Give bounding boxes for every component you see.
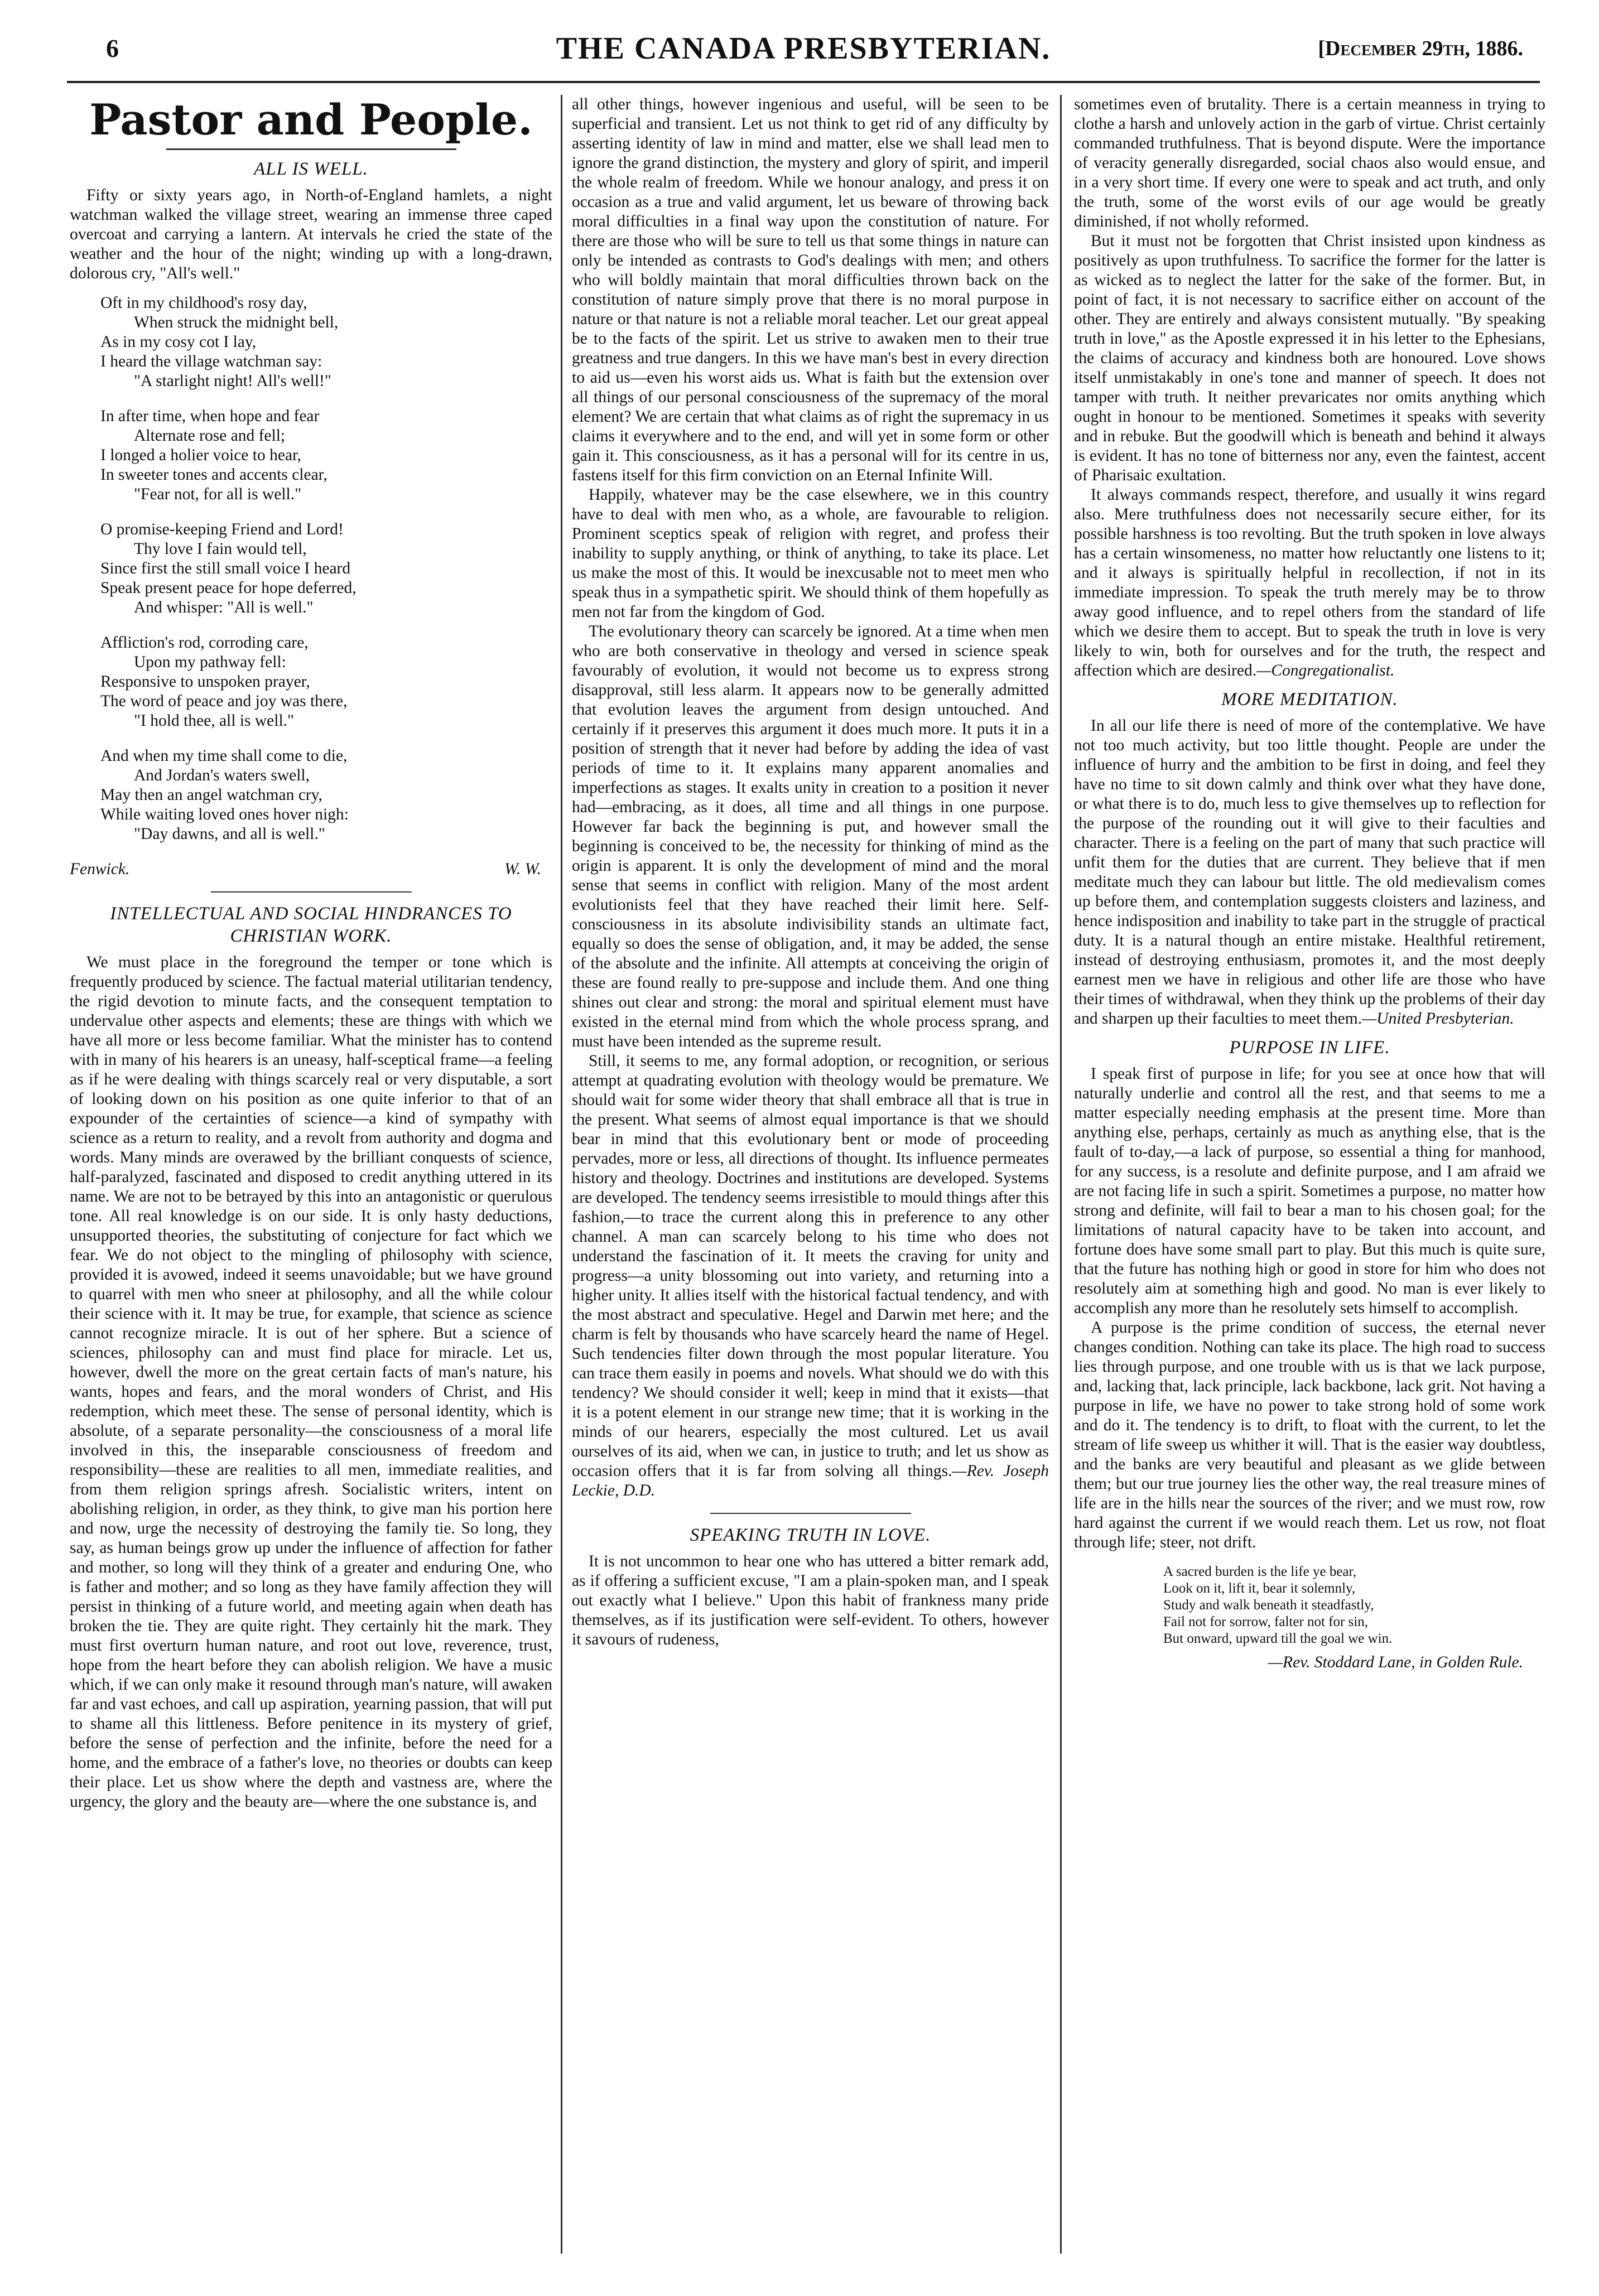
article-paragraph: But it must not be forgotten that Christ insisted upon kindness as positively as upon truthfulness. To sacrifice the former for the latter is as wicked as to neglect the latter for the sake of the former. But, in point of fact, it is not necessary to sacrifice either on account of the other. They are entirely and always consistent mutually. "By speaking truth in love," as the Apostle expressed it in his letter to the Ephesians, the claims of accuracy and kindness both are honoured. Love shows itself unmistakably in one's tone and manner of speech. It does not tamper with truth. It neither prevaricates nor omits anything which ought in honour to be mentioned. Sometimes it speaks with severity and in rebuke. But the goodwill which is beneath and behind it always is evident. It has no tone of bitterness nor any, even the faintest, accent of Pharisaic exultation.	[1074, 232, 1545, 484]
article-paragraph: It is not uncommon to hear one who has uttered a bitter remark add, as if offering a sufficient excuse, "I am a plain-spoken man, and I speak out exactly what I believe." Upon this habit of frankness many pride themselves, as if its justification were self-evident. To others, however it savours of rudeness,	[572, 1552, 1049, 1648]
poem-line: While waiting loved ones hover nigh:	[100, 805, 349, 823]
source-attribution: —Rev. Stoddard Lane, in Golden Rule.	[1268, 1653, 1523, 1671]
poem	[100, 293, 552, 844]
page-number: 6	[106, 34, 119, 62]
poem-line: Affliction's rod, corroding care,	[100, 634, 309, 652]
article-title-all-is-well: ALL IS WELL.	[254, 159, 368, 179]
signature-initials: W. W.	[504, 860, 541, 878]
stanza	[100, 293, 552, 391]
poem-line: When struck the midnight bell,	[134, 313, 339, 331]
article-title-more-meditation: MORE MEDITATION.	[1221, 689, 1398, 710]
column-divider	[1060, 95, 1062, 2254]
poem-line: Alternate rose and fell;	[134, 427, 286, 445]
stanza	[100, 407, 552, 504]
poem-line: Study and walk beneath it steadfastly,	[1163, 1598, 1374, 1613]
poem-line: "Fear not, for all is well."	[134, 485, 302, 503]
poem-line: Oft in my childhood's rosy day,	[100, 294, 307, 312]
source-attribution: —Congregationalist.	[1256, 662, 1395, 679]
stanza	[100, 633, 552, 731]
poem-line: Responsive to unspoken prayer,	[100, 673, 310, 691]
author-attribution: —Rev. Joseph Leckie, D.D.	[572, 1462, 1049, 1499]
poem-line: And Jordan's waters swell,	[134, 766, 310, 784]
article-paragraph	[572, 1051, 1049, 1501]
poem-line: In after time, when hope and fear	[100, 407, 320, 425]
poem-line: "I hold thee, all is well."	[134, 712, 295, 730]
poem-line: And whisper: "All is well."	[134, 599, 314, 616]
article-paragraph: all other things, however ingenious and useful, will be seen to be superficial and transient. Let us not think to get rid of any difficulty by asserting identity of law in mind and matter, else we shall lead men to ignore the grand distinction, the mystery and glory of spirit, and imperil the whole realm of freedom. While we honour analogy, and press it on occasion as a true and valid argument, let us beware of throwing back moral difficulties in a final way upon the constitution of nature. For there are those who will be sure to tell us that some things in nature can only be intended as contrasts to God's dealings with men; and others who will boldly maintain that moral difficulties thrown back on the constitution of nature simply prove that there is no moral purpose in nature or that nature is not a reliable moral teacher. Let our great appeal be to the facts of the spirit. Let us strive to awaken men to their true greatness and true dangers. In this we have man's best in every direction to aid us—even his worst aids us. What is faith but the extension over all things of our personal consciousness of the supremacy of the moral element? We are certain that what claims as of right the supremacy in us claims it everywhere and to the end, and will yet in some form or other gain it. This consciousness, as it has a personal will for its centre in us, fastens itself for this firm conviction on an Eternal Infinite Will.	[572, 95, 1049, 484]
poem-line: Since first the still small voice I heard	[100, 559, 351, 577]
article-body: We must place in the foreground the temper or tone which is frequently produced by science. The factual material utilitarian tendency, the rigid devotion to minute facts, and the consequent temptation to undervalue other aspects and elements; these are things with which we have all more or less become familiar. What the minister has to contend with in many of his hearers is an uneasy, half-sceptical frame—a feeling as if he were dealing with things scarcely real or very disputable, a sort of looking down on his position as one quite inferior to that of an expounder of the certainties of science—a kind of sympathy with science as a return to reality, and a revolt from authority and dogma and words. Many minds are overawed by the brilliant conquests of science, half-paralyzed, fascinated and disposed to credit anything uttered in its name. We are not to be betrayed by this into an antagonistic or querulous tone. All real knowledge is on our side. It is only hasty deductions, unsupported theories, the substituting of conjecture for fact which we fear. We do not object to the mingling of philosophy with science, provided it is avowed, indeed it seems unavoidable; but we have ground to quarrel with men who sneer at philosophy, and all the while colour their science with it. It may be true, for example, that science as science cannot recognize miracle. It is out of her sphere. But a science of sciences, philosophy can and must find place for miracle. Let us, however, dwell the more on the great certain facts of man's nature, his wants, hopes and fears, and the moral wonders of Christ, and His redemption, which meet these. The sense of personal identity, which is absolute, of a separate personality—the consciousness of a moral life involved in this, the inseparable consciousness of freedom and responsibility—these are realities to all men, immediate realities, and from them religion springs afresh. Socialistic writers, intent on abolishing religion, in order, as they think, to give man his portion here and now, urge the necessity of destroying the family tie. So long, they say, as human beings grow up under the influence of affection for father and mother, so long will they think of a greater and enduring One, who is father and mother; and so long as they have family affection they will persist in thinking of a future world, and meeting again when death has broken the tie. They are quite right. They certainly hit the mark. They must first overturn human nature, and root out love, reverence, trust, hope from the heart before they can abolish religion. We have a music which, if we can only make it resound through man's nature, will awaken far and vast echoes, and call up aspiration, yearning passion, that will put to shame all this littleness. Before penitence in its mystery of grief, before the sense of perfection and the infinite, before the need for a home, and the embrace of a father's love, no theories or doubts can keep their place. Let us show where the depth and vastness are, where the urgency, the glory and the beauty are—where the one substance is, and	[70, 953, 552, 1811]
signature-place: Fenwick.	[70, 860, 130, 878]
poem-line: Fail not for sorrow, falter not for sin,	[1163, 1614, 1369, 1629]
poem-line: Thy love I fain would tell,	[134, 540, 307, 558]
paper-title: THE CANADA PRESBYTERIAN.	[556, 31, 1051, 66]
paragraph-text: In all our life there is need of more of the contemplative. We have not too much activity, but too little thought. People are under the influence of hurry and the ambition to be first in doing, and feel they have no time to sit down calmly and think over what they have done, or what there is to do, much less to give themselves up to reflection for the purpose of the rounding out it will give to their faculties and character. There is a feeling on the part of many that such practice will unfit them for the duties that are current. They believe that if men meditate much they can labour but little. The old medievalism comes up before them, and contemplation suggests cloisters and laziness, and hence indisposition and inability to take part in the struggle of practical duty. It is a natural though an entire mistake. Healthful retirement, instead of destroying enthusiasm, promotes it, and the most deeply earnest men we have in religious and other life are those who have their times of withdrawal, when they think up the problems of their day and sharpen up their faculties to meet them.	[1074, 717, 1545, 1028]
stanza	[100, 520, 552, 618]
divider	[166, 148, 456, 150]
poem-signature	[70, 860, 541, 879]
poem-line: "Day dawns, and all is well."	[134, 825, 325, 843]
column-1	[70, 95, 552, 2270]
article-paragraph	[1074, 716, 1545, 1029]
poem-line: And when my time shall come to die,	[100, 747, 348, 765]
issue-date: [December 29th, 1886.	[1318, 37, 1523, 60]
article-paragraph: sometimes even of brutality. There is a certain meanness in trying to clothe a harsh and unlovely action in the garb of virtue. Christ certainly commanded truthfulness. That is beyond dispute. Were the importance of veracity generally disregarded, social chaos also would ensue, and in a very short time. If every one were to speak and act truth, and only the truth, some of the worst evils of our age would be greatly diminished, if not wholly reformed.	[1074, 95, 1545, 230]
article-paragraph: The evolutionary theory can scarcely be ignored. At a time when men who are both conservative in theology and versed in science speak favourably of evolution, it would not become us to express strong disapproval, still less alarm. It appears now to be generally admitted that evolution leaves the argument from design untouched. And certainly if it preserves this argument it does much more. It puts it in a position of strength that it never had before by adding the idea of vast periods of time to it. It explains many apparent anomalies and imperfections as stages. It exalts unity in creation to a position it never had—embracing, as it does, all time and all things in one purpose. However far back the beginning is put, and however small the beginning is conceived to be, the necessity for thinking of mind as the origin is apparent. It is only the development of mind and the moral sense that seems in conflict with religion. Many of the most ardent evolutionists feel that they have reached their limit here. Self-consciousness in its absolute indivisibility stands an ultimate fact, equally so does the sense of obligation, and, it may be added, the sense of the absolute and the infinite. All attempts at conceiving the origin of these are found really to pre-suppose and include them. And one thing shines out clear and strong: the moral and spiritual element must have existed in the eternal mind from which the whole process sprang, and must have been intended as the supreme result.	[572, 623, 1049, 1050]
source-attribution: —United Presbyterian.	[1362, 1010, 1514, 1028]
column-2	[572, 95, 1049, 2270]
poem-line: As in my cosy cot I lay,	[100, 333, 257, 351]
article-title-speaking-truth: SPEAKING TRUTH IN LOVE.	[690, 1525, 931, 1545]
poem-line: The word of peace and joy was there,	[100, 692, 348, 710]
poem-line: Look on it, lift it, bear it solemnly,	[1163, 1581, 1356, 1596]
poem-line: May then an angel watchman cry,	[100, 786, 322, 804]
article-intro: Fifty or sixty years ago, in North-of-England hamlets, a night watchman walked the village street, wearing an immense three caped overcoat and carrying a lantern. At intervals he cried the state of the weather and the hour of the night; winding up with a long-drawn, dolorous cry, "All's well."	[70, 186, 552, 282]
stanza	[100, 746, 552, 844]
paragraph-text: It always commands respect, therefore, and usually it wins regard also. Mere truthfulness does not necessarily secure either, for its possible harshness is too revolting. But the truth spoken in love always has a certain winsomeness, no matter how reluctantly one listens to it; and it always is spiritually helpful in recollection, if not in its immediate impression. To speak the truth merely may be to throw away good influence, and to repel others from the standard of life which we desire them to accept. But to speak the truth in love is very likely to win, both for ourselves and for the truth, the respect and affection which are desired.	[1074, 486, 1545, 679]
poem-line: A sacred burden is the life ye bear,	[1163, 1564, 1357, 1579]
closing-poem	[1163, 1564, 1545, 1647]
article-paragraph: Happily, whatever may be the case elsewhere, we in this country have to deal with men who, as a whole, are favourable to religion. Prominent sceptics speak of religion with regret, and profess their inability to supply anything, or think of anything, to take its place. Let us make the most of this. It would be inexcusable not to meet men who speak thus in a sympathetic spirit. We should think of them hopefully as men not far from the kingdom of God.	[572, 486, 1049, 621]
poem-line: I heard the village watchman say:	[100, 353, 322, 370]
poem-line: In sweeter tones and accents clear,	[100, 466, 327, 484]
column-divider	[561, 95, 562, 2254]
column-3	[1074, 95, 1545, 2270]
divider	[710, 1513, 911, 1514]
article-paragraph	[1074, 485, 1545, 681]
divider	[211, 891, 412, 893]
poem-line: But onward, upward till the goal we win.	[1163, 1631, 1393, 1646]
paragraph-text: Still, it seems to me, any formal adoption, or recognition, or serious attempt at quadrating evolution with theology would be premature. We should wait for some wider theory that shall embrace all that is true in the present. What seems of almost equal importance is that we should bear in mind that this evolutionary bent or mode of proceeding pervades, more or less, all directions of thought. Its influence permeates history and theology. Doctrines and institutions are developed. Systems are developed. The tendency seems irresistible to mould things after this fashion,—to trace the current along this in preference to any other channel. A man can scarcely belong to his time who does not understand the fascination of it. It meets the craving for unity and progress—a unity blossoming out into variety, and returning into a higher unity. It allies itself with the historical factual tendency, and with the most abstract and speculative. Hegel and Darwin met here; and the charm is felt by thousands who have scarcely heard the name of Hegel. Such tendencies filter down through the most popular literature. You can trace them easily in poems and novels. What should we do with this tendency? We should consider it well; keep in mind that it exists—that it is a potent element in our strange new time; that it is working in the minds of our hearers, especially the most cultured. Let us avail ourselves of its aid, when we can, in justice to truth; and let us show as occasion offers that it is far from solving all things.	[572, 1052, 1049, 1480]
page-header	[67, 31, 1540, 83]
article-title-intellectual: INTELLECTUAL AND SOCIAL HINDRANCES TO CHRISTIAN WORK.	[110, 904, 512, 946]
poem-line: Upon my pathway fell:	[134, 653, 286, 671]
poem-line: I longed a holier voice to hear,	[100, 446, 302, 464]
poem-line: "A starlight night! All's well!"	[134, 372, 331, 390]
poem-line: Speak present peace for hope deferred,	[100, 579, 357, 597]
poem-line: O promise-keeping Friend and Lord!	[100, 520, 344, 538]
article-paragraph: I speak first of purpose in life; for you see at once how that will naturally underlie and control all the rest, and that seems to me a matter especially needing emphasis at the present time. More than anything else, perhaps, certainly as much as anything else, that is the fault of to-day,—a lack of purpose, so essential a thing for manhood, for any success, is a resolute and definite purpose, and I am afraid we are not facing life in such a spirit. Sometimes a purpose, no matter how strong and definite, will fail to bear a man to his chosen goal; for the limitations of natural capacity have to be taken into account, and fortune does have some small part to play. But this much is quite sure, that the future has nothing high or good in store for him who does not resolutely aim at something high and good. No man is ever likely to accomplish any more than he resolutely sets himself to accomplish.	[1074, 1065, 1545, 1317]
article-paragraph: A purpose is the prime condition of success, the eternal never changes condition. Nothing can take its place. The high road to success lies through purpose, and one trouble with us is that we lack purpose, and, lacking that, lack principle, lack backbone, lack grit. Not having a purpose in life, we have no power to take strong hold of some work and do it. The tendency is to drift, to float with the current, to let the stream of life sweep us whither it will. That is the easier way doubtless, and the banks are very beautiful and pleasant as we glide between them; but our true journey lies the other way, the real treasure mines of life are in the hills near the sources of the river; and we must row, row hard against the current if we would reach them. Let us row, not float through life; steer, not drift.	[1074, 1319, 1545, 1551]
department-heading: Pastor and People.	[89, 95, 533, 144]
article-title-purpose-in-life: PURPOSE IN LIFE.	[1229, 1038, 1390, 1058]
